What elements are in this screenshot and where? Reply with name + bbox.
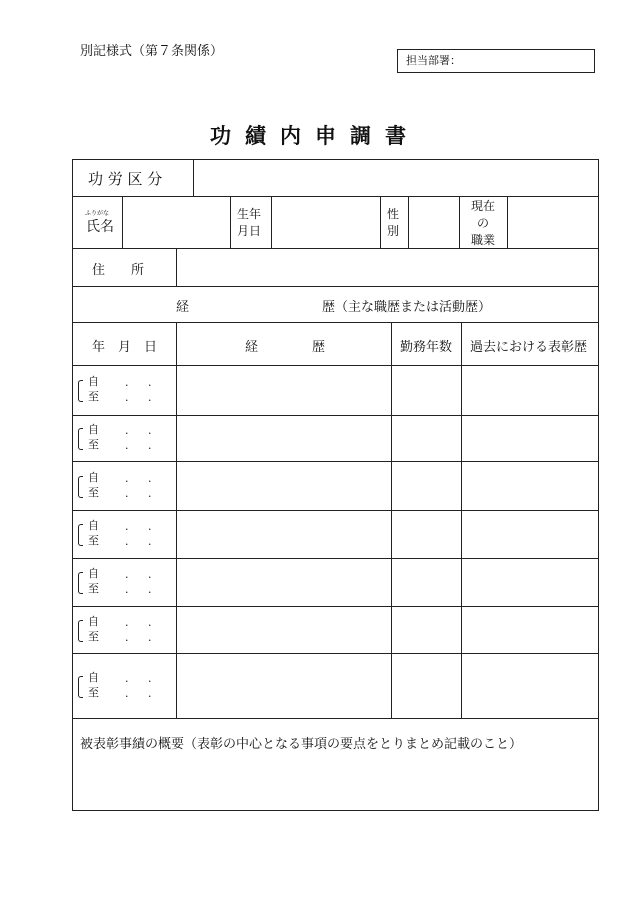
date-separator: . bbox=[125, 520, 129, 533]
date-bracket bbox=[78, 524, 83, 546]
column-career-label-1: 経 bbox=[245, 340, 259, 355]
from-label: 自 bbox=[88, 670, 99, 684]
date-separator: . bbox=[148, 671, 152, 685]
date-separator: . bbox=[148, 583, 152, 596]
to-label: 至 bbox=[88, 438, 99, 451]
date-bracket bbox=[78, 676, 83, 698]
column-date-label: 年 月 日 bbox=[92, 340, 158, 355]
sex-label-1: 性 bbox=[387, 207, 400, 221]
merit-category-label: 功 労 区 分 bbox=[88, 170, 163, 188]
to-label: 至 bbox=[88, 629, 99, 643]
column-career-label-2: 歴 bbox=[312, 340, 326, 355]
date-separator: . bbox=[125, 486, 129, 500]
to-label: 至 bbox=[88, 582, 99, 595]
form-reference: 別記様式（第７条関係） bbox=[80, 44, 224, 59]
sex-label-2: 別 bbox=[387, 224, 400, 238]
date-separator: . bbox=[125, 630, 129, 644]
name-label: 氏名 bbox=[86, 219, 114, 235]
department-box bbox=[397, 49, 595, 73]
date-bracket bbox=[78, 620, 83, 642]
to-label: 至 bbox=[88, 390, 99, 403]
name-ruby-label: ふりがな bbox=[85, 210, 110, 217]
date-separator: . bbox=[125, 686, 129, 700]
date-separator: . bbox=[148, 520, 152, 533]
date-separator: . bbox=[125, 391, 129, 404]
date-separator: . bbox=[125, 376, 129, 389]
summary-label: 被表彰事績の概要（表彰の中心となる事項の要点をとりまとめ記載のこと） bbox=[80, 737, 523, 752]
date-separator: . bbox=[125, 535, 129, 548]
occupation-label-2: の bbox=[477, 216, 490, 230]
from-label: 自 bbox=[88, 567, 99, 580]
date-separator: . bbox=[148, 615, 152, 629]
date-separator: . bbox=[148, 391, 152, 404]
date-separator: . bbox=[125, 471, 129, 485]
occupation-label-1: 現在 bbox=[471, 199, 496, 213]
date-separator: . bbox=[148, 486, 152, 500]
column-awards-label: 過去における表彰歴 bbox=[470, 340, 588, 355]
document-title: 功績内申調書 bbox=[210, 123, 420, 148]
to-label: 至 bbox=[88, 485, 99, 499]
from-label: 自 bbox=[88, 470, 99, 484]
date-separator: . bbox=[125, 583, 129, 596]
from-label: 自 bbox=[88, 375, 99, 388]
date-bracket bbox=[78, 428, 83, 450]
date-separator: . bbox=[125, 615, 129, 629]
date-separator: . bbox=[125, 424, 129, 437]
date-separator: . bbox=[148, 424, 152, 437]
date-separator: . bbox=[125, 671, 129, 685]
date-separator: . bbox=[148, 535, 152, 548]
career-heading-1: 経 bbox=[176, 300, 190, 315]
department-label: 担当部署： bbox=[406, 54, 461, 67]
from-label: 自 bbox=[88, 519, 99, 532]
birthdate-label-2: 月日 bbox=[237, 224, 262, 238]
date-separator: . bbox=[148, 439, 152, 452]
to-label: 至 bbox=[88, 685, 99, 699]
address-label: 住 所 bbox=[92, 263, 145, 278]
birthdate-label-1: 生年 bbox=[237, 207, 262, 221]
date-separator: . bbox=[148, 686, 152, 700]
from-label: 自 bbox=[88, 614, 99, 628]
date-separator: . bbox=[148, 568, 152, 581]
date-separator: . bbox=[148, 630, 152, 644]
date-separator: . bbox=[148, 471, 152, 485]
date-bracket bbox=[78, 476, 83, 498]
date-separator: . bbox=[148, 376, 152, 389]
from-label: 自 bbox=[88, 423, 99, 436]
date-bracket bbox=[78, 380, 83, 402]
career-heading-2: 歴（主な職歴または活動歴） bbox=[322, 300, 492, 315]
date-bracket bbox=[78, 572, 83, 594]
to-label: 至 bbox=[88, 534, 99, 547]
occupation-label-3: 職業 bbox=[471, 233, 496, 247]
date-separator: . bbox=[125, 568, 129, 581]
column-years-label: 勤務年数 bbox=[400, 340, 453, 355]
date-separator: . bbox=[125, 439, 129, 452]
